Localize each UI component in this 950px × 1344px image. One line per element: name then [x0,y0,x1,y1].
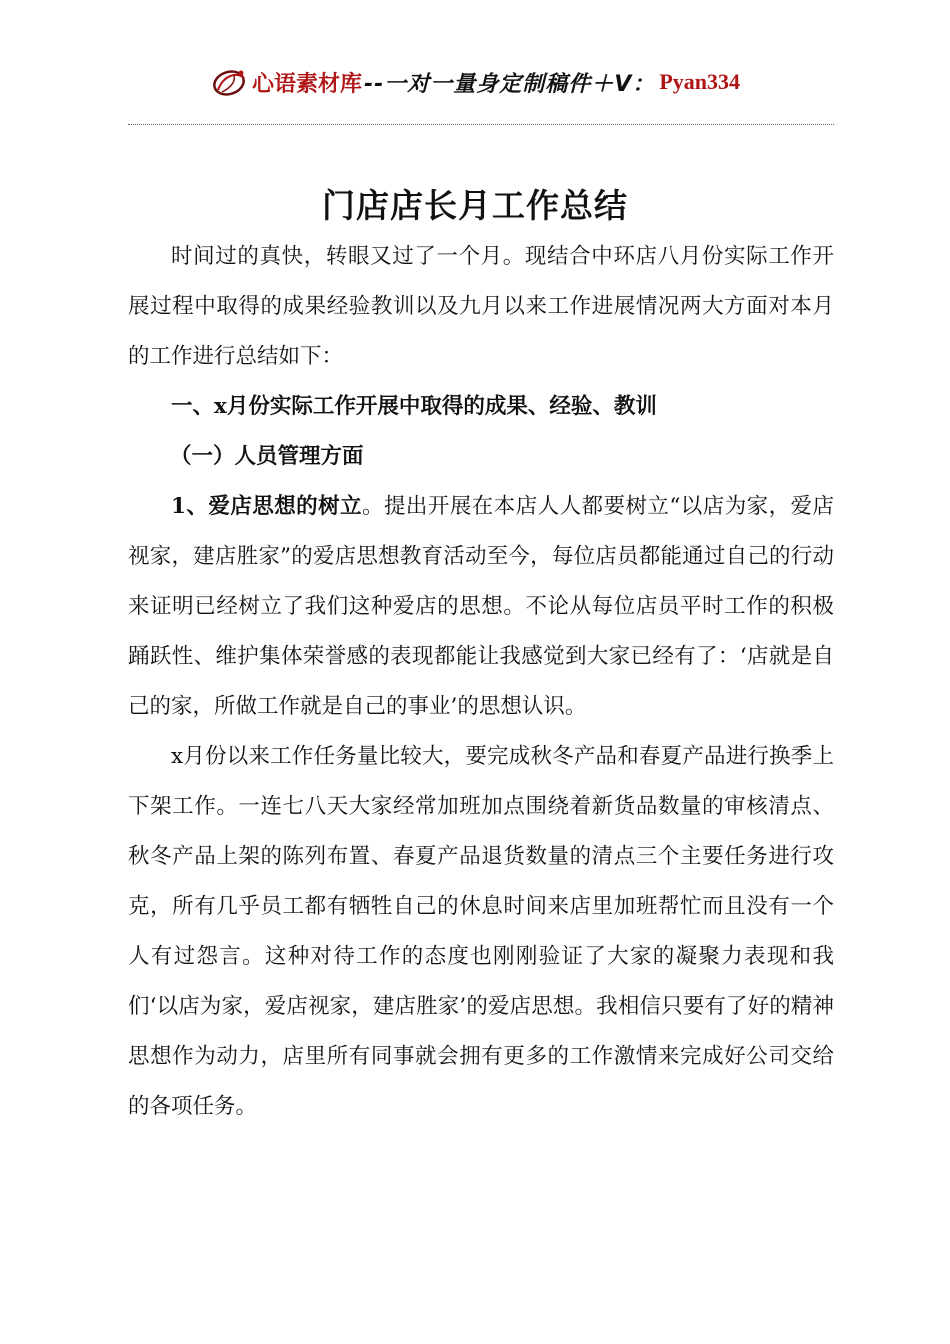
swirl-logo-icon [210,64,250,100]
brand-name: 心语素材库 [252,70,363,97]
document-body [128,232,834,1132]
item-body: 。提出开展在本店人人都要树立“以店为家，爱店视家，建店胜家”的爱店思想教育活动至今，每位店员都能通过自己的行动来证明已经树立了我们这种爱店的思想。不论从每位店员平时工作的积极踊跃性、维护集体荣誉感的表现都能让我感觉到大家已经有了：‘店就是自己的家，所做工作就是自己的事业’的思想认识。 [128,494,834,719]
header-tagline: --一对一量身定制稿件＋V： [364,71,656,97]
document-title: 门店店长月工作总结 [322,186,628,225]
wechat-id: Pyan334 [659,69,740,94]
section-heading: 一、x月份实际工作开展中取得的成果、经验、教训 [171,394,657,419]
item-paragraph [128,482,834,732]
body-paragraph: x月份以来工作任务量比较大，要完成秋冬产品和春夏产品进行换季上下架工作。一连七八天大家经常加班加点围绕着新货品数量的审核清点、秋冬产品上架的陈列布置、春夏产品退货数量的清点三个主要任务进行攻克，所有几乎员工都有牺牲自己的休息时间来店里加班帮忙而且没有一个人有过怨言。这种对待工作的态度也刚刚验证了大家的凝聚力表现和我们‘以店为家，爱店视家，建店胜家’的爱店思想。我相信只要有了好的精神思想作为动力，店里所有同事就会拥有更多的工作激情来完成好公司交给的各项任务。 [128,744,834,1119]
intro-paragraph: 时间过的真快，转眼又过了一个月。现结合中环店八月份实际工作开展过程中取得的成果经验教训以及九月以来工作进展情况两大方面对本月的工作进行总结如下： [128,244,834,369]
subsection-heading: （一）人员管理方面 [170,444,364,469]
page-header [0,62,950,102]
header-divider [128,124,834,125]
item-lead: 1、爱店思想的树立 [171,494,363,519]
